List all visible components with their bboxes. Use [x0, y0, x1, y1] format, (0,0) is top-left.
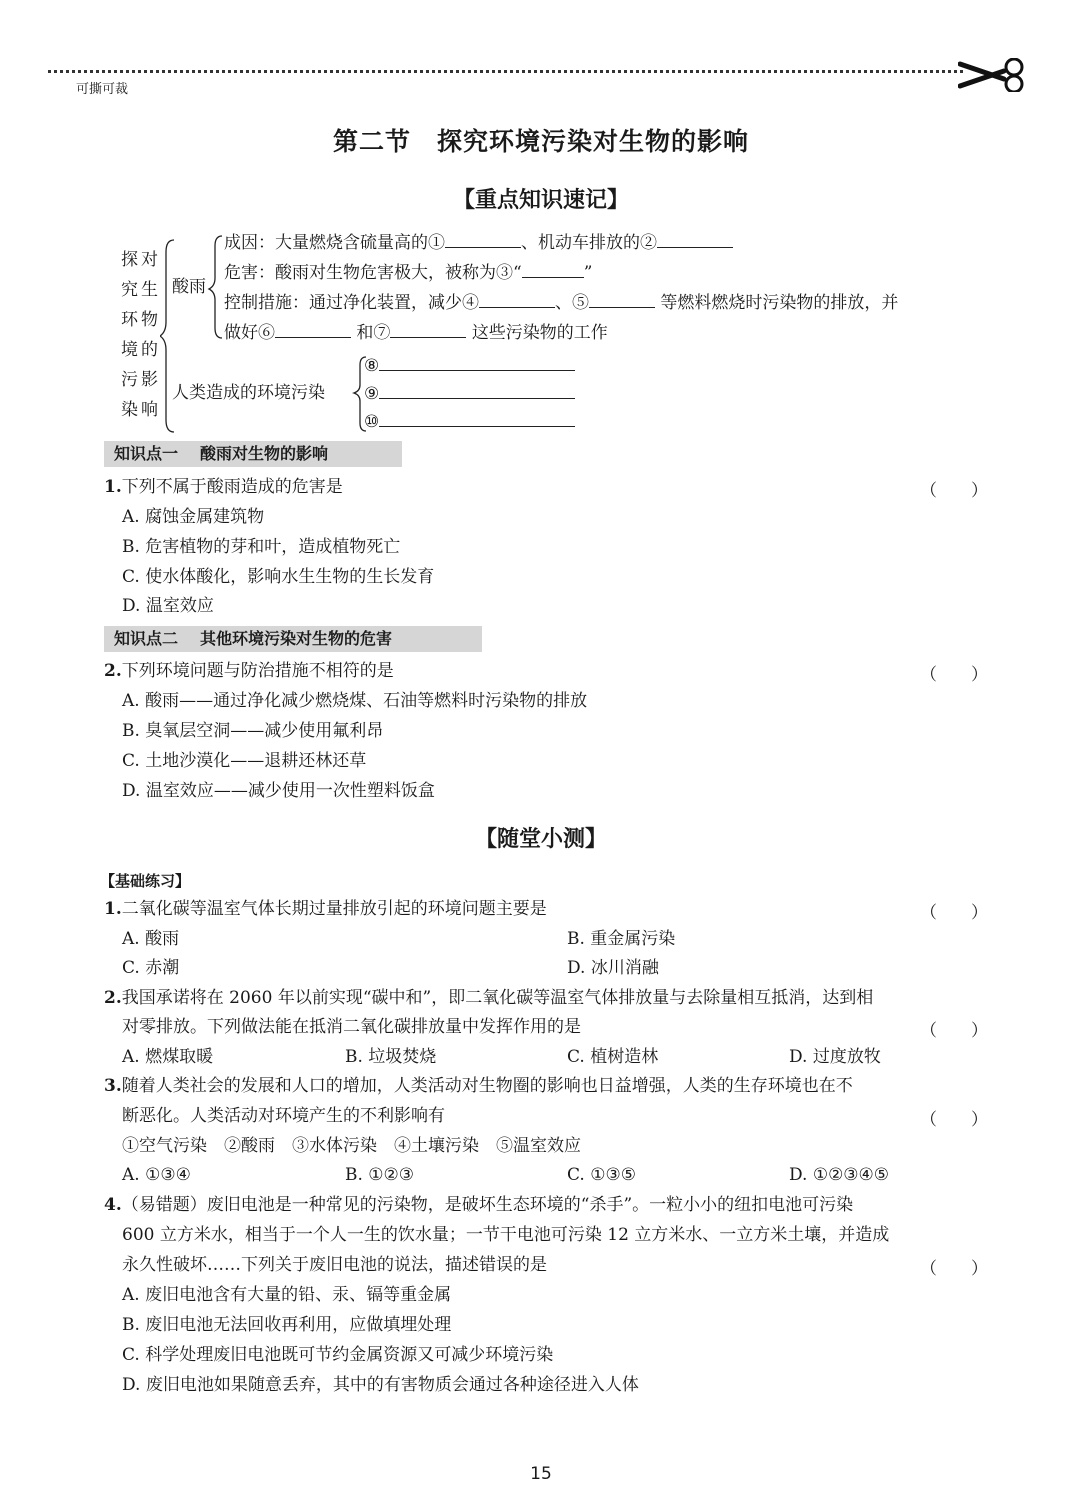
scissors-icon: [958, 58, 1030, 96]
harm-quote: ”: [583, 263, 593, 283]
t4-line-3: 永久性破坏……下列关于废旧电池的说法，描述错误的是: [122, 1255, 547, 1275]
knowledge-heading: 【重点知识速记】: [452, 188, 629, 213]
t2-option-b[interactable]: B. 垃圾焚烧: [345, 1047, 437, 1067]
quiz-heading: 【随堂小测】: [474, 827, 607, 852]
q1-stem: 下列不属于酸雨造成的危害是: [121, 477, 343, 497]
kp1-label: 知识点一: [114, 444, 179, 463]
blank-7[interactable]: [390, 321, 466, 338]
blank-2[interactable]: [657, 231, 733, 248]
q2-answer-paren[interactable]: （ ）: [920, 665, 988, 685]
t1-option-a[interactable]: A. 酸雨: [122, 929, 180, 949]
test-question-2: [104, 987, 873, 1009]
root-char: 境: [121, 340, 138, 360]
blank-1[interactable]: [445, 231, 521, 248]
control-text: 控制措施：通过净化装置，减少④: [224, 293, 479, 313]
t4-option-d[interactable]: D. 废旧电池如果随意丢弃，其中的有害物质会通过各种途径进入人体: [122, 1375, 639, 1395]
t3-line-1: 随着人类社会的发展和人口的增加，人类活动对生物圈的影响也日益增强，人类的生存环境也在不: [121, 1076, 853, 1096]
blank-8-line: [364, 354, 575, 377]
control-line: [224, 291, 898, 314]
control2-text: 做好⑥: [224, 323, 275, 343]
root-char: 的: [141, 340, 158, 360]
t4-line-2: 600 立方米水，相当于一个人一生的饮水量；一节干电池可污染 12 立方米水、一立方米土壤，并造成: [122, 1225, 890, 1245]
cause-line: [224, 231, 733, 254]
t2-answer-paren[interactable]: （ ）: [920, 1021, 988, 1041]
question-1: [104, 476, 343, 498]
t3-number: 3.: [104, 1076, 122, 1096]
t2-line-2: 对零排放。下列做法能在抵消二氧化碳排放量中发挥作用的是: [122, 1017, 581, 1037]
t4-number: 4.: [104, 1195, 122, 1215]
cause-text: 成因：大量燃烧含硫量高的①: [224, 233, 445, 253]
title-section: 第二节: [332, 127, 411, 156]
control2-text-2: 和⑦: [356, 323, 391, 343]
human-pollution-label: 人类造成的环境污染: [172, 383, 325, 403]
title-topic: 探究环境污染对生物的影响: [437, 127, 750, 156]
t1-option-d[interactable]: D. 冰川消融: [567, 958, 659, 978]
cut-label: 可撕可裁: [76, 82, 129, 97]
test-question-1: [104, 898, 547, 920]
blank-4[interactable]: [479, 291, 555, 308]
mindmap-root-col0: [121, 245, 143, 425]
root-char: 染: [121, 400, 138, 420]
blank-6[interactable]: [275, 321, 351, 338]
blank-10-num: ⑩: [364, 412, 380, 432]
q2-option-a[interactable]: A. 酸雨——通过净化减少燃烧煤、石油等燃料时污染物的排放: [122, 691, 588, 711]
t3-items: ①空气污染 ②酸雨 ③水体污染 ④土壤污染 ⑤温室效应: [122, 1136, 581, 1156]
t4-line-1: （易错题）废旧电池是一种常见的污染物，是破坏生态环境的“杀手”。一粒小小的纽扣电池可污染: [121, 1195, 854, 1215]
t3-answer-paren[interactable]: （ ）: [920, 1110, 988, 1130]
page-title: [0, 122, 1082, 158]
blank-9[interactable]: [379, 382, 575, 399]
q1-option-a[interactable]: A. 腐蚀金属建筑物: [122, 507, 265, 527]
t1-stem: 二氧化碳等温室气体长期过量排放引起的环境问题主要是: [121, 899, 547, 919]
cause-text-2: 、机动车排放的②: [521, 233, 657, 253]
t2-number: 2.: [104, 988, 122, 1008]
harm-line: [224, 261, 592, 284]
root-char: 影: [141, 370, 158, 390]
blank-9-num: ⑨: [364, 384, 380, 404]
control-line-2: [224, 321, 608, 344]
blank-10-line: [364, 410, 575, 433]
question-2: [104, 660, 394, 682]
t1-option-c[interactable]: C. 赤潮: [122, 958, 180, 978]
harm-text: 危害：酸雨对生物危害极大，被称为③“: [224, 263, 522, 283]
q2-stem: 下列环境问题与防治措施不相符的是: [121, 661, 394, 681]
q1-answer-paren[interactable]: （ ）: [920, 481, 988, 501]
t3-option-b[interactable]: B. ①②③: [345, 1165, 415, 1185]
basic-practice-label: 【基础练习】: [100, 872, 191, 890]
q1-option-b[interactable]: B. 危害植物的芽和叶，造成植物死亡: [122, 537, 401, 557]
root-char: 生: [141, 280, 158, 300]
t4-answer-paren[interactable]: （ ）: [920, 1259, 988, 1279]
root-char: 对: [141, 250, 158, 270]
t2-line-1: 我国承诺将在 2060 年以前实现“碳中和”，即二氧化碳等温室气体排放量与去除量相互抵消，达到相: [121, 988, 874, 1008]
t4-option-a[interactable]: A. 废旧电池含有大量的铅、汞、镉等重金属: [122, 1285, 452, 1305]
blank-10[interactable]: [379, 410, 575, 427]
kp2-label: 知识点二: [114, 629, 179, 648]
knowledge-point-2-bar: [104, 626, 482, 652]
knowledge-point-1-bar: [104, 441, 402, 467]
root-char: 污: [121, 370, 138, 390]
t1-number: 1.: [104, 899, 122, 919]
root-char: 究: [121, 280, 138, 300]
blank-3[interactable]: [522, 261, 584, 278]
blank-9-line: [364, 382, 575, 405]
t2-option-c[interactable]: C. 植树造林: [567, 1047, 659, 1067]
t1-option-b[interactable]: B. 重金属污染: [567, 929, 676, 949]
kp1-title: 酸雨对生物的影响: [200, 444, 329, 463]
t3-option-a[interactable]: A. ①③④: [122, 1165, 191, 1185]
root-char: 物: [141, 310, 158, 330]
kp2-title: 其他环境污染对生物的危害: [200, 629, 393, 648]
t4-option-b[interactable]: B. 废旧电池无法回收再利用，应做填埋处理: [122, 1315, 452, 1335]
t3-line-2: 断恶化。人类活动对环境产生的不利影响有: [122, 1106, 445, 1126]
q1-number: 1.: [104, 477, 122, 497]
control-text-2: 、⑤: [555, 293, 589, 313]
root-char: 环: [121, 310, 138, 330]
q2-option-d[interactable]: D. 温室效应——减少使用一次性塑料饭盒: [122, 781, 435, 801]
t1-answer-paren[interactable]: （ ）: [920, 903, 988, 923]
acid-rain-label: 酸雨: [172, 277, 206, 297]
test-question-3: [104, 1075, 853, 1097]
mindmap-braces: [160, 232, 230, 437]
q2-option-b[interactable]: B. 臭氧层空洞——减少使用氟利昂: [122, 721, 384, 741]
t4-option-c[interactable]: C. 科学处理废旧电池既可节约金属资源又可减少环境污染: [122, 1345, 554, 1365]
q2-number: 2.: [104, 661, 122, 681]
t3-option-d[interactable]: D. ①②③④⑤: [789, 1165, 890, 1185]
test-question-4: [104, 1194, 853, 1216]
q2-option-c[interactable]: C. 土地沙漠化——退耕还林还草: [122, 751, 367, 771]
control-text-3: 等燃料燃烧时污染物的排放，并: [660, 293, 899, 313]
q1-option-c[interactable]: C. 使水体酸化，影响水生生物的生长发育: [122, 567, 435, 587]
t2-option-d[interactable]: D. 过度放牧: [789, 1047, 881, 1067]
t2-option-a[interactable]: A. 燃煤取暖: [122, 1047, 214, 1067]
blank-5[interactable]: [589, 291, 655, 308]
cut-line: [48, 70, 963, 73]
page-number: 15: [530, 1464, 552, 1484]
control2-text-3: 这些污染物的工作: [471, 323, 608, 343]
root-char: 探: [121, 250, 138, 270]
blank-8[interactable]: [379, 354, 575, 371]
blank-8-num: ⑧: [364, 356, 380, 376]
root-char: 响: [141, 400, 158, 420]
t3-option-c[interactable]: C. ①③⑤: [567, 1165, 636, 1185]
q1-option-d[interactable]: D. 温室效应: [122, 596, 214, 616]
